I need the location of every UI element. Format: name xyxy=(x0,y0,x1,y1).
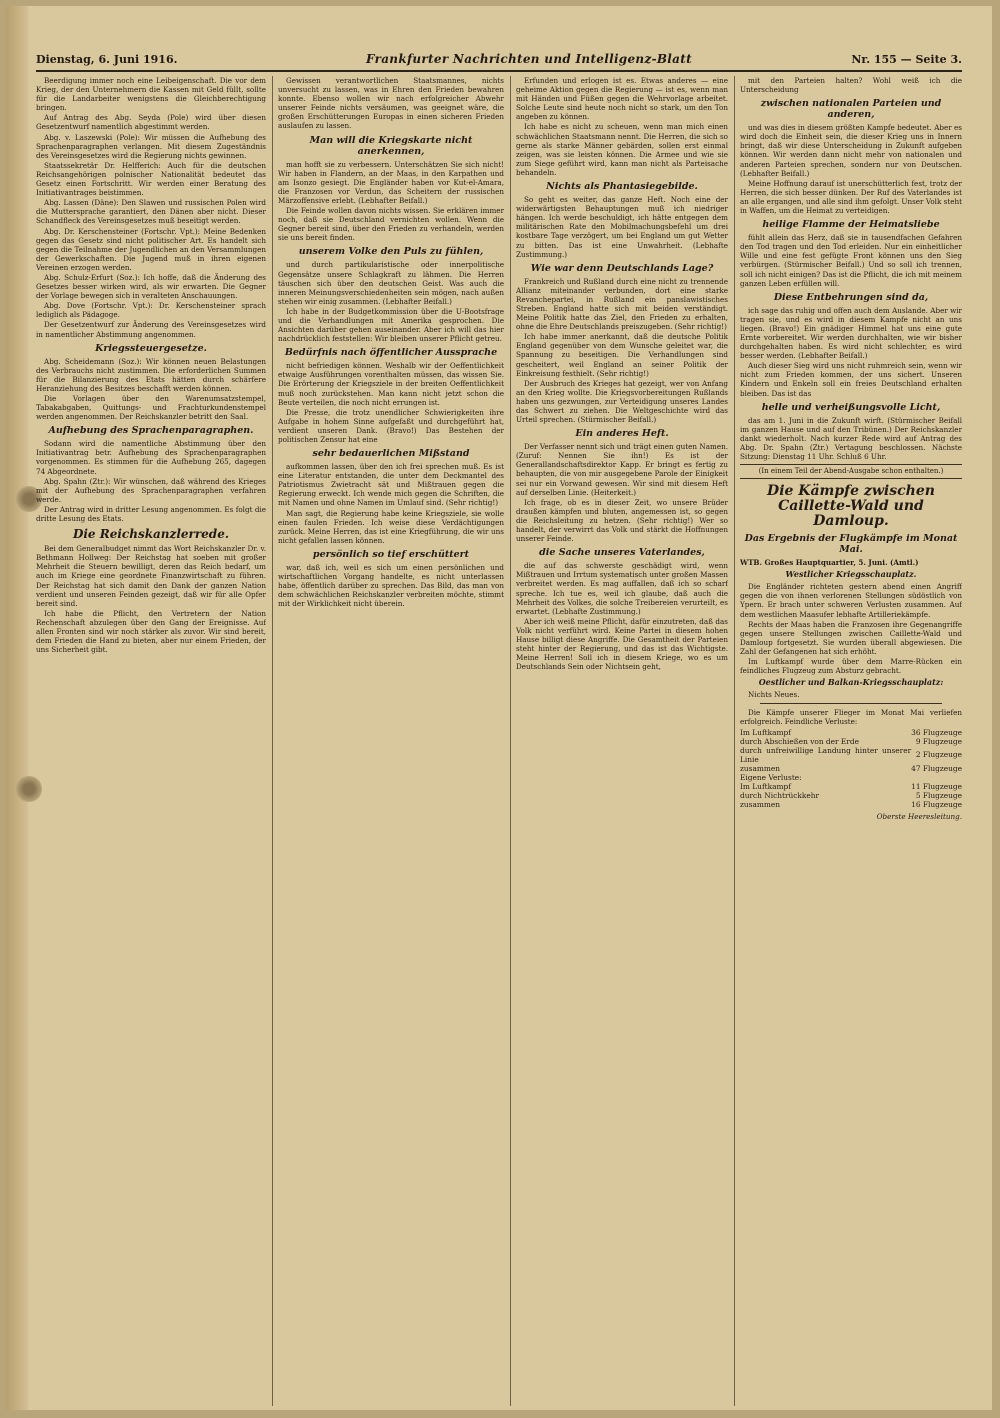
paragraph: Ich habe es nicht zu scheuen, wenn man mich einen schwächlichen Staatsmann nennt. Die Herren, die sich so gerne als starke Männer gebärden, sollen erst einmal zeigen, was sie leisten können. Die Armee und wie sie zum Siege geführt wird, kann man nicht als Parteisache behandeln. xyxy=(516,122,728,177)
paragraph: war, daß ich, weil es sich um einen persönlichen und wirtschaftlichen Vorgang handelte, es nicht unterlassen habe, öffentlich darüber zu sprechen. Das Bild, das man von dem schwächlichen Reichskanzler verbreiten möchte, stimmt mit der Wirklichkeit nicht überein. xyxy=(278,562,504,609)
section-heading: helle und verheißungsvolle Licht, xyxy=(761,401,941,413)
paragraph: Ich frage, ob es in dieser Zeit, wo unsere Brüder draußen kämpfen und bluten, angemessen ist, so gegen die Reichsleitung zu hetzen. (Sehr richtig!) Wer so handelt, der verwirrt das Volk und stärkt die Hoffnungen unserer Feinde. xyxy=(516,497,728,544)
table-cell: zusammen xyxy=(740,799,781,809)
paragraph: Ich habe die Pflicht, den Vertretern der Nation Rechenschaft abzulegen über den Gang der Ereignisse. Auf allen Fronten sind wir noch stärker als zuvor. Wir sind bereit, dem Frieden die Hand zu bieten, aber nur einem Frieden, der uns Sicherheit gibt. xyxy=(36,608,266,655)
paragraph: Erfunden und erlogen ist es. Etwas anderes — eine geheime Aktion gegen die Regierung — ist es, wenn man mit Händen und Füßen gegen die Wehrvorlage arbeitet. Solche Leute sind heute noch nicht so stark, um den Ton angeben zu können. xyxy=(516,76,728,122)
header-masthead: Frankfurter Nachrichten und Intelligenz-Blatt xyxy=(366,52,692,66)
table-cell xyxy=(911,773,962,782)
paragraph: Die Vorlagen über den Warenumsatzstempel, Tabakabgaben, Quittungs- und Frachturkundenstempel werden angenommen. Der Reichskanzler betritt den Saal. xyxy=(36,394,266,422)
paragraph: das am 1. Juni in die Zukunft wirft. (Stürmischer Beifall im ganzen Hause und auf den Tribünen.) Der Reichskanzler dankt wiederholt. Nach kurzer Rede wird auf Antrag des Abg. Dr. Spahn (Ztr.) Vertagung beschlossen. Nächste Sitzung: Dienstag 11 Uhr. Schluß 6 Uhr. xyxy=(740,415,962,461)
section-heading: persönlich so tief erschüttert xyxy=(312,548,470,560)
paragraph: Im Luftkampf wurde über dem Marre-Rücken ein feindliches Flugzeug zum Absturz gebracht. xyxy=(740,657,962,676)
page-header xyxy=(36,50,962,72)
table-cell: 9 Flugzeuge xyxy=(915,736,962,746)
paragraph: Rechts der Maas haben die Franzosen ihre Gegenangriffe gegen unsere Stellungen zwischen Caillette-Wald und Damloup fortgesetzt. Sie wurden überall abgewiesen. Die Zahl der Gefangenen hat sich erhöht. xyxy=(740,619,962,656)
section-heading: Oestlicher und Balkan-Kriegsschauplatz: xyxy=(758,677,944,688)
paragraph: Auch dieser Sieg wird uns nicht ruhmreich sein, wenn wir nicht zum Frieden kommen, der uns sichert. Unseren Kindern und Enkeln soll ein freies Deutschland erhalten bleiben. Das ist das xyxy=(740,361,962,398)
paragraph: Meine Hoffnung darauf ist unerschütterlich fest, trotz der Herren, die sich besser dünken. Der Ruf des Vaterlandes ist an alle ergangen, und alle sind ihm gefolgt. Unser Volk steht in Waffen, um die Heimat zu verteidigen. xyxy=(740,178,962,216)
column-rule xyxy=(272,76,273,1406)
newspaper-page xyxy=(6,6,992,1410)
table-cell: Eigene Verluste: xyxy=(740,772,802,782)
paragraph: Aber ich weiß meine Pflicht, dafür einzutreten, daß das Volk nicht verführt wird. Keine Partei in diesem hohen Hause billigt diese Angriffe. Die Gesamtheit der Parteien steht hinter der Regierung, und das ist das Wichtigste. Meine Herren! Soll ich in diesem Kriege, wo es um Deutschlands Sein oder Nichtsein geht, xyxy=(516,616,728,672)
paragraph: Der Verfasser nennt sich und trägt einen guten Namen. (Zuruf: Nennen Sie ihn!) Es ist der Generallandschaftsdirektor Kapp. Er bringt es fertig zu behaupten, die von mir ausgegebene Parole der Einigkeit sei nur ein Vorwand gewesen. Wir sind mit diesem Heft auf derselben Linie. (Heiterkeit.) xyxy=(516,442,728,497)
paragraph: Staatssekretär Dr. Helfferich: Auch für die deutschen Reichsangehörigen polnischer Nationalität bedeutet das Gesetz einen Fortschritt. Wir werden einer Beratung des Initiativantrages beistimmen. xyxy=(36,160,266,198)
paragraph: Man sagt, die Regierung habe keine Kriegsziele, sie wolle einen faulen Frieden. Ich weise diese Verdächtigungen zurück. Meine Herren, das ist eine Kriegführung, die wir uns nicht gefallen lassen können. xyxy=(278,508,504,545)
paragraph: Sodann wird die namentliche Abstimmung über den Initiativantrag betr. Aufhebung des Sprachenparagraphen vorgenommen. Es stimmen für die Aufhebung 265, dagegen 74 Abgeordnete. xyxy=(36,439,266,476)
paragraph: Der Antrag wird in dritter Lesung angenommen. Es folgt die dritte Lesung des Etats. xyxy=(36,504,266,524)
table-row xyxy=(740,773,962,782)
section-heading: Aufhebung des Sprachenparagraphen. xyxy=(48,425,254,437)
paragraph: ich sage das ruhig und offen auch dem Auslande. Aber wir tragen sie, und es wird in diesem Kampfe nicht an uns liegen. (Bravo!) Ein gnädiger Himmel hat uns eine gute Ernte vorbereitet. Wir werden durchhalten, wie wir bisher durchgehalten haben. Es wird nicht schlechter, es wird besser werden. (Lebhafter Beifall.) xyxy=(740,305,962,361)
section-heading: Nichts als Phantasiegebilde. xyxy=(546,181,698,193)
paragraph: Bei dem Generalbudget nimmt das Wort Reichskanzler Dr. v. Bethmann Hollweg: Der Reichstag hat soeben mit großer Mehrheit die Steuern bewilligt, deren das Reich bedarf, um auch im Kriege eine geordnete Finanzwirtschaft zu führen. Der Reichstag hat sich damit den Dank der ganzen Nation verdient und unseren Feinden gezeigt, daß wir für alle Opfer bereit sind. xyxy=(36,544,266,608)
column-rule xyxy=(734,76,735,1406)
column-2 xyxy=(278,76,504,1406)
table-row xyxy=(740,746,962,764)
paragraph: Abg. v. Laszewski (Pole): Wir müssen die Aufhebung des Sprachenparagraphen verlangen. Mit diesem Zugeständnis des Vereinsgesetzes wird die Regierung nichts gewinnen. xyxy=(36,132,266,160)
paragraph: Auf Antrag des Abg. Seyda (Pole) wird über diesen Gesetzentwurf namentlich abgestimmt werden. xyxy=(36,113,266,132)
paragraph: Ich habe immer anerkannt, daß die deutsche Politik England gegenüber von dem Wunsche geleitet war, die Spannung zu beseitigen. Die Verhandlungen sind gescheitert, weil England an seiner Politik der Einkreisung festhielt. (Sehr richtig!) xyxy=(516,332,728,378)
paragraph: Gewissen verantwortlichen Staatsmannes, nichts unversucht zu lassen, was in Ehren den Frieden bewahren konnte. Ebenso wollen wir nach erfolgreicher Abwehr unserer Feinde nichts versäumen, was geeignet wäre, die großen Erschütterungen Europas in einen sicheren Frieden auslaufen zu lassen. xyxy=(278,76,504,131)
section-heading: heilige Flamme der Heimatsliebe xyxy=(762,219,940,231)
paragraph: Die Feinde wollen davon nichts wissen. Sie erklären immer noch, daß sie Deutschland vernichten wollen. Wenn die Gegner bereit sind, über den Frieden zu verhandeln, werden sie uns bereit finden. xyxy=(278,206,504,243)
column-3 xyxy=(516,76,728,1406)
table-row xyxy=(740,800,962,809)
section-heading: Diese Entbehrungen sind da, xyxy=(773,291,929,303)
binding-edge xyxy=(6,6,28,1410)
column-4 xyxy=(740,76,962,1406)
section-heading: die Sache unseres Vaterlandes, xyxy=(539,547,705,559)
section-heading: Kriegssteuergesetze. xyxy=(95,342,207,354)
column-1 xyxy=(36,76,266,1406)
paragraph: Der Ausbruch des Krieges hat gezeigt, wer von Anfang an den Krieg wollte. Die Kriegsvorbereitungen Rußlands haben uns gezwungen, zur Verteidigung unseres Landes das Schwert zu ziehen. Die Weltgeschichte wird das Urteil sprechen. (Stürmischer Beifall.) xyxy=(516,378,728,425)
paragraph: Abg. Dove (Fortschr. Vpt.): Dr. Kerschensteiner sprach lediglich als Pädagoge. xyxy=(36,301,266,320)
paragraph: Die Engländer richteten gestern abend einen Angriff gegen die von ihnen verlorenen Stellungen südöstlich von Ypern. Er brach unter schweren Verlusten zusammen. Auf dem westlichen Maasufer lebhafte Artilleriekämpfe. xyxy=(740,582,962,619)
paragraph: und durch partikularistische oder innerpolitische Gegensätze unsere Schlagkraft zu lähmen. Die Herren täuschen sich über den deutschen Geist. Was auch die inneren Meinungsverschiedenheiten sein mögen, nach außen stehen wir einig zusammen. (Lebhafter Beifall.) xyxy=(278,260,504,306)
header-page-number: Nr. 155 — Seite 3. xyxy=(851,53,962,66)
paragraph: Abg. Schulz-Erfurt (Soz.): Ich hoffe, daß die Änderung des Gesetzes besser wirken wird, als wir erwarten. Die Gegner der Vorlage bewegen sich in veralteten Anschauungen. xyxy=(36,272,266,301)
paragraph: aufkommen lassen, über den ich frei sprechen muß. Es ist eine Literatur entstanden, die unter dem Deckmantel des Patriotismus Zwietracht sät und Mißtrauen gegen die Regierung erweckt. Ich wende mich gegen die Schriften, die mit Namen und ohne Namen im Umlauf sind. (Sehr richtig!) xyxy=(278,462,504,508)
table-cell: durch unfreiwillige Landung hinter unserer Linie xyxy=(740,745,912,764)
paragraph: Ich habe in der Budgetkommission über die U-Bootsfrage und die Verhandlungen mit Amerika gesprochen. Die Ansichten darüber gehen auseinander. Aber ich will das hier nachdrücklich feststellen: Wir bleiben unserer Pflicht getreu. xyxy=(278,306,504,344)
article-headline: Die Kämpfe zwischen Caillette-Wald und Damloup. xyxy=(767,483,935,530)
table-row xyxy=(740,782,962,791)
table-row xyxy=(740,728,962,737)
paragraph: Abg. Dr. Kerschensteiner (Fortschr. Vpt.): Meine Bedenken gegen das Gesetz sind nicht politischer Art. Es handelt sich gegen die Teilnahme der Jugendlichen an den Versammlungen der Gewerkschaften. Die Jugend muß in ihren eigenen Vereinen erzogen werden. xyxy=(36,226,266,272)
edition-note: (In einem Teil der Abend-Ausgabe schon enthalten.) xyxy=(740,464,962,479)
paragraph: Abg. Spahn (Ztr.): Wir wünschen, daß während des Krieges mit der Aufhebung des Sprachenparagraphen verfahren werde. xyxy=(36,476,266,504)
section-heading: Westlicher Kriegsschauplatz. xyxy=(785,569,917,580)
table-cell: zusammen xyxy=(740,763,781,773)
section-heading: Bedürfnis nach öffentlicher Aussprache xyxy=(284,347,498,359)
paragraph: Die Presse, die trotz unendlicher Schwierigkeiten ihre Aufgabe in hohem Sinne aufgefaßt und durchgeführt hat, verdient unseren Dank. (Bravo!) Das Bestehen der politischen Zensur hat eine xyxy=(278,407,504,444)
paragraph: die auf das schwerste geschädigt wird, wenn Mißtrauen und Irrtum systematisch unter großen Massen verbreitet werden. Es mag auffallen, daß ich so scharf spreche. Ich tue es, weil ich glaube, daß auch die Mehrheit des Volkes, die solche Treibereien verurteilt, es erwartet. (Lebhafte Zustimmung.) xyxy=(516,561,728,616)
paragraph: Beerdigung immer noch eine Leibeigenschaft. Die vor dem Krieg, der den Unternehmern die Kassen mit Geld füllt, sollte für die Landarbeiter wenigstens die Gleichberechtigung bringen. xyxy=(36,76,266,113)
table-cell: durch Abschießen von der Erde xyxy=(740,736,859,746)
article-subheadline: Das Ergebnis der Flugkämpfe im Monat Mai. xyxy=(744,533,958,556)
table-cell: 2 Flugzeuge xyxy=(915,750,962,759)
paragraph: mit den Parteien halten? Wohl weiß ich die Unterscheidung xyxy=(740,76,962,95)
section-heading: sehr bedauerlichen Mißstand xyxy=(312,448,470,460)
table-cell: 36 Flugzeuge xyxy=(911,727,962,737)
paragraph: und was dies in diesem größten Kampfe bedeutet. Aber es wird doch die Einheit sein, die dieser Krieg uns in Innern bringt, daß wir diese Unterscheidung in Zukunft aufgeben können. Wir werden dann nicht mehr von nationalen und anderen Parteien sprechen, sondern nur von Deutschen. (Lebhafter Beifall.) xyxy=(740,123,962,178)
table-row xyxy=(740,791,962,800)
table-row xyxy=(740,737,962,746)
table-cell: 16 Flugzeuge xyxy=(911,799,962,809)
divider xyxy=(760,703,942,704)
paragraph: Frankreich und Rußland durch eine nicht zu trennende Allianz miteinander verbunden, dort eine starke Revanchepartei, in Rußland ein panslawistisches Streben. England hatte sich mit beiden verständigt. Meine Politik hatte das Ziel, den Frieden zu erhalten, ohne die Ehre Deutschlands preiszugeben. (Sehr richtig!) xyxy=(516,276,728,332)
section-heading: unserem Volke den Puls zu fühlen, xyxy=(298,246,484,258)
paragraph: man hofft sie zu verbessern. Unterschätzen Sie sich nicht! Wir haben in Flandern, an der Maas, in den Karpathen und am Isonzo gesiegt. Die Engländer haben vor Kut-el-Amara, die Franzosen vor Verdun, das Scheitern der russischen Märzoffensive erlebt. (Lebhafter Beifall.) xyxy=(278,159,504,205)
table-cell: 5 Flugzeuge xyxy=(915,790,962,800)
table-row xyxy=(740,764,962,773)
paragraph: Der Gesetzentwurf zur Änderung des Vereinsgesetzes wird in namentlicher Abstimmung angenommen. xyxy=(36,320,266,339)
table-cell: 47 Flugzeuge xyxy=(911,763,962,773)
section-heading: Die Reichskanzlerrede. xyxy=(72,527,230,542)
table-cell: 11 Flugzeuge xyxy=(911,781,962,791)
paragraph: Nichts Neues. xyxy=(748,690,800,700)
header-date: Dienstag, 6. Juni 1916. xyxy=(36,53,178,66)
dateline: WTB. Großes Hauptquartier, 5. Juni. (Amtl.) xyxy=(740,558,919,568)
losses-table xyxy=(740,728,962,809)
table-cell: durch Nichtrückkehr xyxy=(740,790,820,800)
signature-line: Oberste Heeresleitung. xyxy=(876,811,962,821)
paragraph: nicht befriedigen können. Weshalb wir der Oeffentlichkeit etwaige Ausführungen vorenthalten müssen, das wissen Sie. Die Erörterung der Kriegsziele in der breiten Oeffentlichkeit muß noch zurückstehen. Man kann nicht jetzt schon die Beute verteilen, die noch nicht errungen ist. xyxy=(278,361,504,407)
column-rule xyxy=(510,76,511,1406)
table-cell: Im Luftkampf xyxy=(740,727,792,737)
paragraph: fühlt allein das Herz, daß sie in tausendfachen Gefahren den Tod tragen und den Tod erleiden. Nur ein einheitlicher Wille und eine fest gefügte Front können uns den Sieg verbürgen. (Stürmischer Beifall.) Und so soll ich trennen, soll ich nicht einigen? Das ist die Pflicht, die ich mit meinem ganzen Leben erfüllen will. xyxy=(740,233,962,288)
section-heading: Ein anderes Heft. xyxy=(575,428,669,440)
paragraph: Abg. Lassen (Däne): Den Slawen und russischen Polen wird die Muttersprache garantiert, den Dänen aber nicht. Dieser Schandfleck des Vereinsgesetzes muß beseitigt werden. xyxy=(36,198,266,226)
paragraph: Die Kämpfe unserer Flieger im Monat Mai verliefen erfolgreich. Feindliche Verluste: xyxy=(740,708,962,727)
section-heading: Man will die Kriegskarte nicht anerkennen, xyxy=(309,134,473,157)
paragraph: Abg. Scheidemann (Soz.): Wir können neuen Belastungen des Verbrauchs nicht zustimmen. Die erforderlichen Summen für die Bilanzierung des Etats hätten durch schärfere Heranziehung des Besitzes beschafft werden können. xyxy=(36,356,266,393)
table-cell: Im Luftkampf xyxy=(740,781,792,791)
paragraph: So geht es weiter, das ganze Heft. Noch eine der widerwärtigsten Behauptungen muß ich niedriger hängen. Ich werde beschuldigt, ich hätte entgegen dem militärischen Rate den Mobilmachungsbefehl um drei kostbare Tage verzögert, um bei England um gut Wetter zu bitten. Das ist eine Unwahrheit. (Lebhafte Zustimmung.) xyxy=(516,195,728,259)
section-heading: zwischen nationalen Parteien und anderen, xyxy=(760,98,942,121)
section-heading: Wie war denn Deutschlands Lage? xyxy=(530,262,714,274)
